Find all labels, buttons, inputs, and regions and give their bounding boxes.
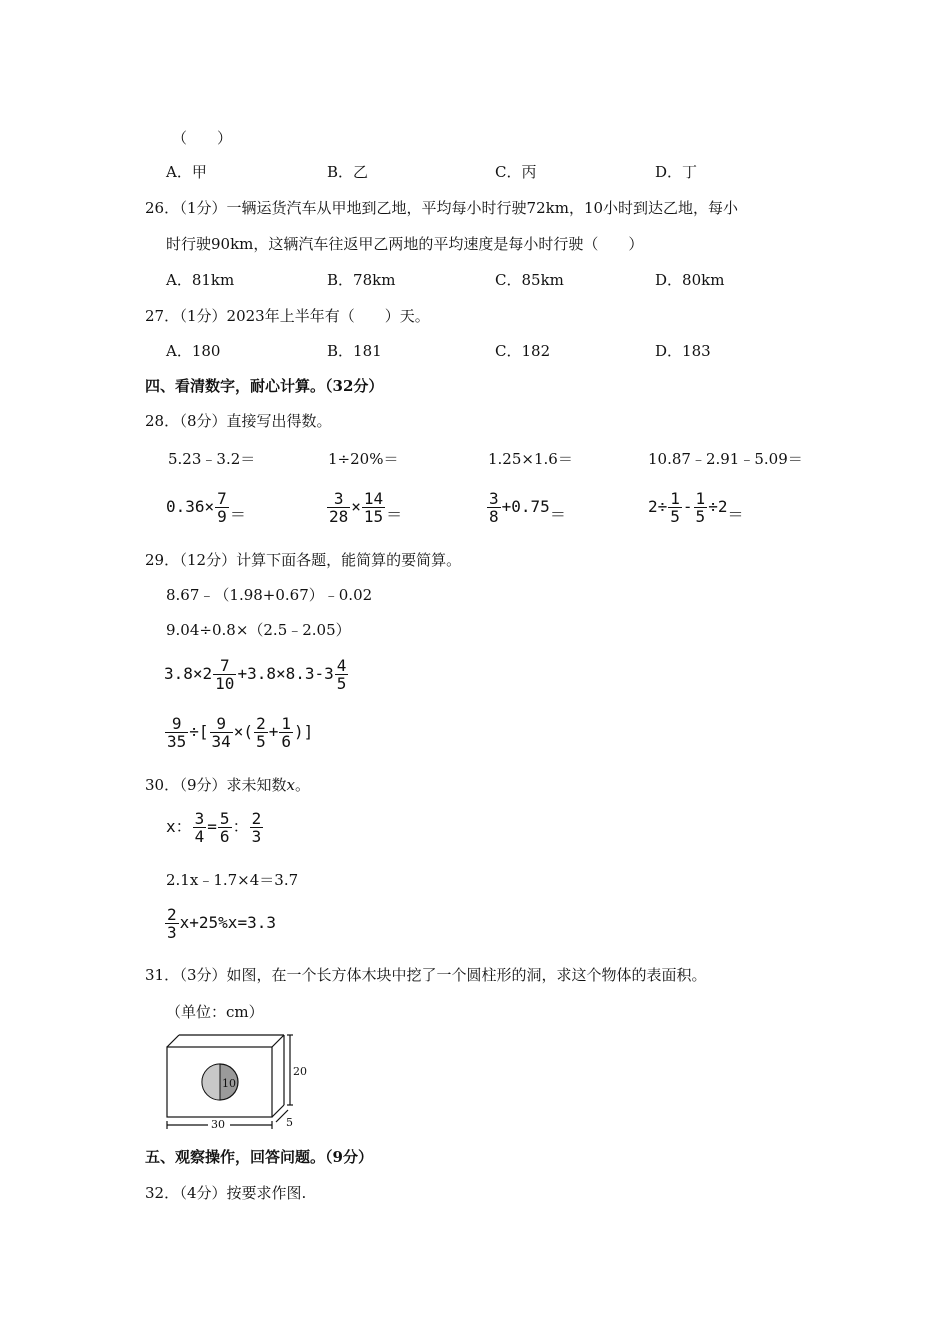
section-4-title: 四、看清数字，耐心计算。（32分） bbox=[145, 377, 384, 395]
q30-number: 30． bbox=[145, 776, 180, 794]
fraction: $\frac{2}{3}$ bbox=[167, 905, 177, 942]
q28-expr-1: 5.23﹣3.2＝ bbox=[168, 450, 256, 468]
q26-text-line2: 时行驶90km，这辆汽车往返甲乙两地的平均速度是每小时行驶（ ） bbox=[166, 235, 644, 253]
q29-expr-3: 3.8×2 $\frac{7}{10}$ +3.8×8.3-3 $\frac{4}{5}$ bbox=[164, 656, 347, 693]
q31-unit: （单位：cm） bbox=[166, 1003, 264, 1021]
q27-option-c: C．182 bbox=[495, 342, 551, 360]
q27-number: 27． bbox=[145, 307, 180, 325]
q30-expr-2: 2.1x﹣1.7×4＝3.7 bbox=[166, 871, 299, 889]
fraction: $\frac{3}{8}$ bbox=[489, 489, 499, 526]
q26-number: 26． bbox=[145, 199, 180, 217]
q28-expr-7: $\frac{3}{8}$ +0.75＝ bbox=[489, 489, 566, 526]
q28-expr-2: 1÷20%＝ bbox=[328, 450, 399, 468]
q26-option-c: C．85km bbox=[495, 271, 564, 289]
q27-text: （1分）2023年上半年有（ ）天。 bbox=[172, 307, 430, 325]
fraction: $\frac{9}{34}$ bbox=[211, 714, 231, 751]
q26-option-b: B．78km bbox=[327, 271, 396, 289]
q31-number: 31． bbox=[145, 966, 180, 984]
q29-expr-2: 9.04÷0.8×（2.5﹣2.05） bbox=[166, 621, 351, 639]
q27-option-b: B．181 bbox=[327, 342, 382, 360]
q28-expr-5: 0.36× $\frac{7}{9}$ ＝ bbox=[166, 489, 246, 526]
fraction: $\frac{2}{3}$ bbox=[251, 809, 262, 846]
q29-text: （12分）计算下面各题，能简算的要简算。 bbox=[172, 551, 462, 569]
fraction: $\frac{3}{28}$ bbox=[329, 489, 349, 526]
length-label: 30 bbox=[211, 1118, 225, 1131]
q25-option-d: D．丁 bbox=[655, 163, 698, 181]
fraction: $\frac{1}{5}$ bbox=[695, 489, 706, 526]
fraction: $\frac{4}{5}$ bbox=[336, 656, 347, 693]
q28-expr-4: 10.87﹣2.91﹣5.09＝ bbox=[648, 450, 803, 468]
q26-option-d: D．80km bbox=[655, 271, 725, 289]
q26-option-a: A．81km bbox=[166, 271, 235, 289]
q28-text: （8分）直接写出得数。 bbox=[172, 412, 332, 430]
q28-expr-3: 1.25×1.6＝ bbox=[488, 450, 573, 468]
q25-option-a: A．甲 bbox=[166, 163, 207, 181]
fraction: $\frac{14}{15}$ bbox=[363, 489, 384, 526]
fraction: $\frac{5}{6}$ bbox=[219, 809, 230, 846]
fraction: $\frac{3}{4}$ bbox=[194, 809, 205, 846]
q31-text: （3分）如图，在一个长方体木块中挖了一个圆柱形的洞，求这个物体的表面积。 bbox=[172, 966, 707, 984]
fraction: $\frac{7}{9}$ bbox=[217, 489, 227, 526]
height-label: 20 bbox=[293, 1065, 307, 1078]
section-5-title: 五、观察操作，回答问题。（9分） bbox=[145, 1148, 373, 1166]
q26-text-line1: （1分）一辆运货汽车从甲地到乙地，平均每小时行驶72km，10小时到达乙地，每小 bbox=[172, 199, 739, 217]
fraction: $\frac{9}{35}$ bbox=[167, 714, 187, 751]
depth-label: 5 bbox=[286, 1116, 293, 1129]
q29-expr-4: $\frac{9}{35}$ ÷[ $\frac{9}{34}$ ×( $\frac{2}{5}$ + $\frac{1}{6}$ )] bbox=[167, 714, 314, 751]
q31-cuboid-figure bbox=[160, 1030, 310, 1132]
fraction: $\frac{1}{6}$ bbox=[281, 714, 291, 751]
fraction: $\frac{1}{5}$ bbox=[670, 489, 680, 526]
fraction: $\frac{7}{10}$ bbox=[215, 656, 235, 693]
q30-expr-1: x： $\frac{3}{4}$ = $\frac{5}{6}$ ： $\frac{2}{3}$ bbox=[166, 809, 262, 846]
q28-expr-8: 2÷ $\frac{1}{5}$ - $\frac{1}{5}$ ÷2＝ bbox=[648, 489, 744, 526]
q29-expr-1: 8.67﹣（1.98+0.67）﹣0.02 bbox=[166, 586, 373, 604]
q32-number: 32． bbox=[145, 1184, 180, 1202]
q27-option-a: A．180 bbox=[166, 342, 221, 360]
q27-option-d: D．183 bbox=[655, 342, 711, 360]
diameter-label: 10 bbox=[222, 1077, 236, 1090]
q25-answer-blank: （ ） bbox=[172, 129, 233, 147]
q25-option-b: B．乙 bbox=[327, 163, 369, 181]
q25-option-c: C．丙 bbox=[495, 163, 537, 181]
q28-number: 28． bbox=[145, 412, 180, 430]
q30-text: （9分）求未知数x。 bbox=[172, 776, 311, 794]
q28-expr-6: $\frac{3}{28}$ × $\frac{14}{15}$ ＝ bbox=[329, 489, 403, 526]
q29-number: 29． bbox=[145, 551, 180, 569]
q30-expr-3: $\frac{2}{3}$ x+25%x=3.3 bbox=[167, 905, 276, 942]
q32-text: （4分）按要求作图. bbox=[172, 1184, 307, 1202]
fraction: $\frac{2}{5}$ bbox=[256, 714, 266, 751]
